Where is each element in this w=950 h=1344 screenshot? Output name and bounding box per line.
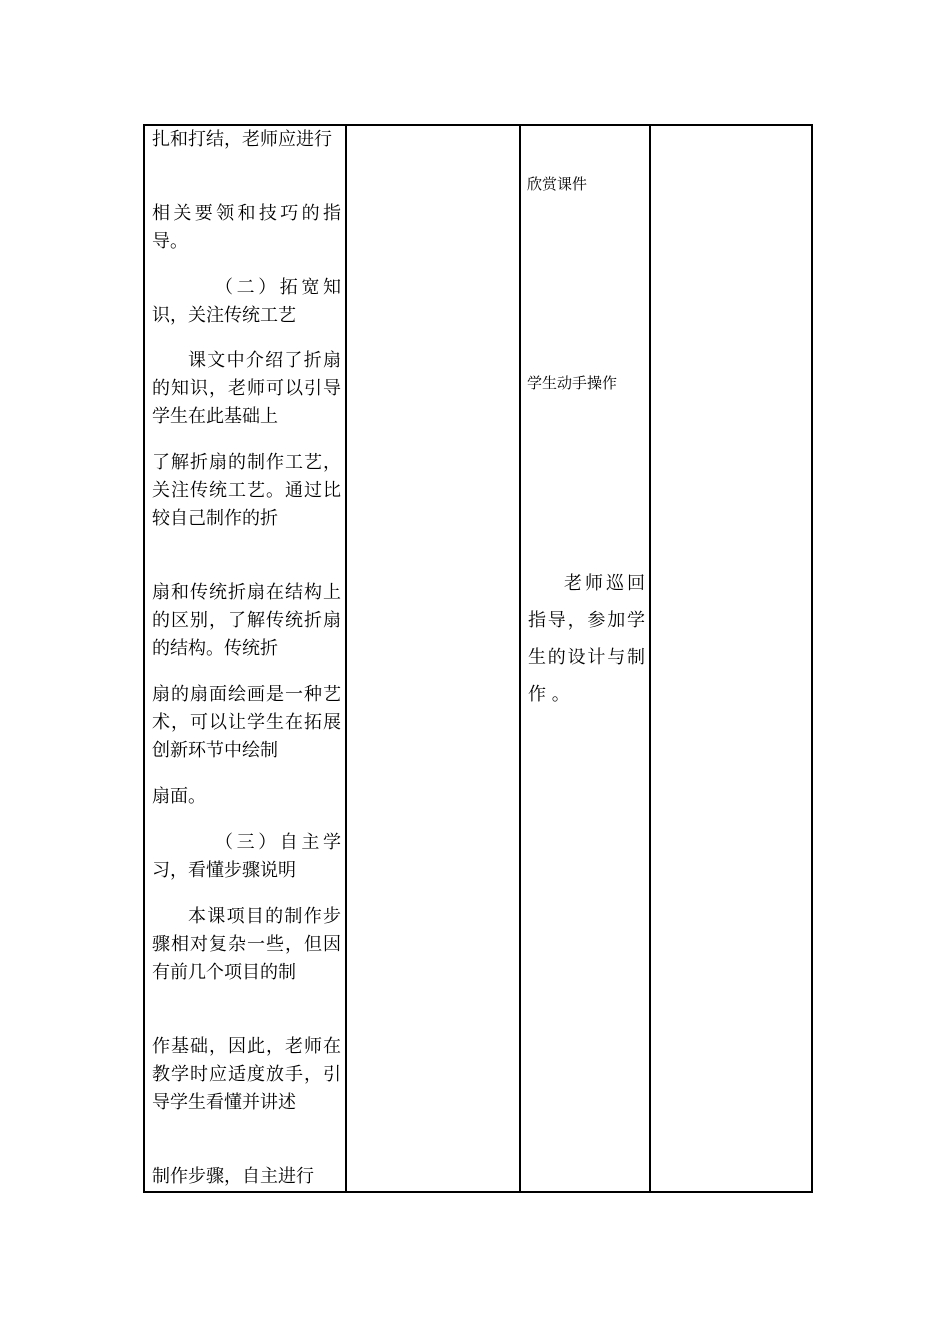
section-heading: （二）拓宽知识，关注传统工艺 bbox=[152, 277, 341, 326]
teaching-content-cell bbox=[144, 125, 346, 1192]
paragraph: 扇的扇面绘画是一种艺术，可以让学生在拓展创新环节中绘制 bbox=[152, 684, 341, 761]
section-heading: （三）自主学习，看懂步骤说明 bbox=[152, 832, 341, 881]
paragraph: 课文中介绍了折扇的知识，老师可以引导学生在此基础上 bbox=[152, 350, 341, 427]
empty-cell bbox=[346, 125, 520, 1192]
paragraph: 制作步骤，自主进行 bbox=[152, 1166, 314, 1187]
paragraph: 扇和传统折扇在结构上的区别，了解传统折扇的结构。传统折 bbox=[152, 582, 341, 659]
activity-item: 欣赏课件 bbox=[527, 175, 588, 193]
paragraph: 作基础，因此，老师在教学时应适度放手，引导学生看懂并讲述 bbox=[152, 1036, 341, 1113]
paragraph: 了解折扇的制作工艺，关注传统工艺。通过比较自己制作的折 bbox=[152, 452, 341, 529]
activity-item: 老师巡回指导，参加学生的设计与制作 。 bbox=[528, 573, 645, 705]
empty-cell bbox=[650, 125, 812, 1192]
paragraph: 扎和打结，老师应进行 bbox=[152, 129, 332, 150]
paragraph: 扇面。 bbox=[152, 786, 206, 807]
lesson-plan-table bbox=[143, 124, 813, 1193]
activity-item: 学生动手操作 bbox=[527, 374, 618, 392]
student-activity-cell bbox=[520, 125, 650, 1192]
paragraph: 相关要领和技巧的指导。 bbox=[152, 203, 341, 252]
table-row bbox=[144, 125, 812, 1192]
paragraph: 本课项目的制作步骤相对复杂一些，但因有前几个项目的制 bbox=[152, 906, 341, 983]
